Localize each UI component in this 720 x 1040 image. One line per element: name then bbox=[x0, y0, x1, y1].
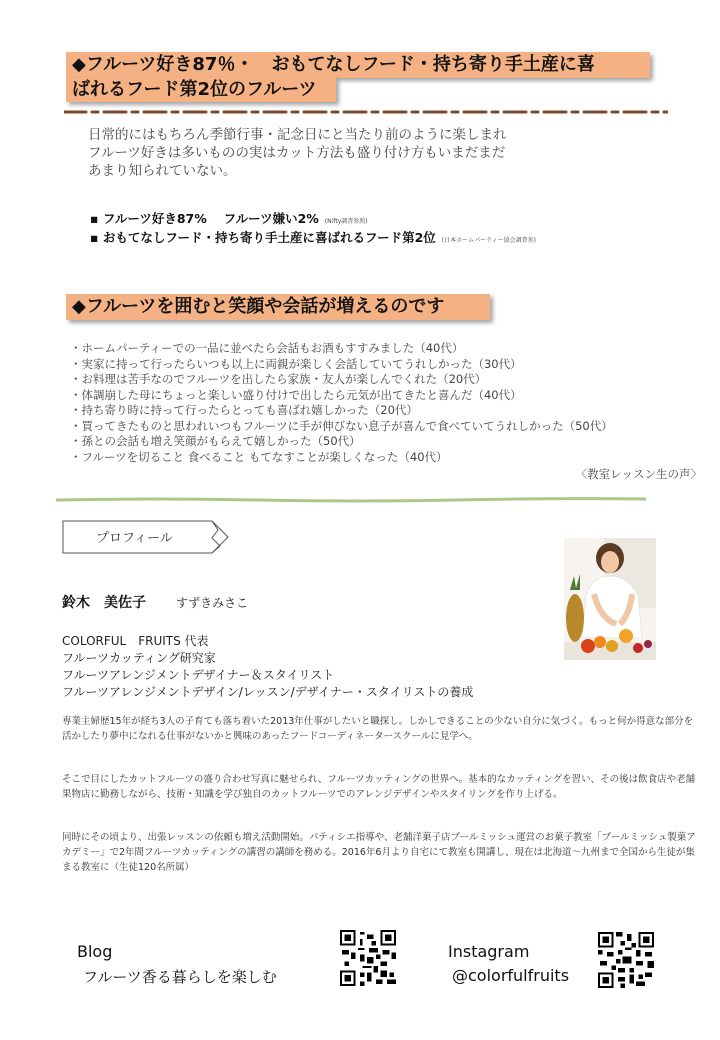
stat-bullet bbox=[90, 209, 368, 227]
section2-heading: ◆フルーツを囲むと笑顔や会話が増えるのです bbox=[66, 294, 490, 320]
role-line: フルーツアレンジメントデザイナー＆スタイリスト bbox=[62, 668, 335, 682]
instagram-handle: @colorfulfruits bbox=[452, 966, 570, 985]
green-divider bbox=[56, 496, 646, 504]
role-line: フルーツカッティング研究家 bbox=[62, 651, 216, 665]
role-line: COLORFUL FRUITS 代表 bbox=[62, 634, 209, 648]
voice-item: ・お料理は苦手なのでフルーツを出したら家族・友人が楽しんでくれた（20代） bbox=[70, 372, 487, 386]
voice-item: ・体調崩した母にちょっと楽しい盛り付けで出したら元気が出てきたと喜んだ（40代） bbox=[70, 387, 522, 402]
voice-item: ・実家に持って行ったらいつも以上に両親が楽しく会話していてうれしかった（30代） bbox=[70, 356, 522, 371]
section1-heading-line2: ばれるフード第2位のフルーツ bbox=[66, 78, 336, 102]
stat-text: ▪ おもてなしフード・持ち寄り手土産に喜ばれるフード第2位 bbox=[90, 230, 436, 245]
voice-item: ・ホームパーティーでの一品に並べたら会話もお酒もすすみました（40代） bbox=[70, 341, 464, 355]
bio-paragraph: 専業主婦歴15年が経ち3人の子育ても落ち着いた2013年仕事がしたいと職探し。しかしできることの少ない自分に気づく。もっと何か得意な部分を活かしたり夢中になれる仕事がないかと興味のあったフードコーディネータースクールに見学へ。 bbox=[62, 716, 694, 742]
bio-paragraph: 同時にその頃より、出張レッスンの依頼も増え活動開始。パティシエ指導や、老舗洋菓子店ブールミッシュ運営のお菓子教室「ブールミッシュ製菓アカデミー」で2年間フルーツカッティングの講習の講師を務める。2016年6月より自宅にて教室も開講し、現在は北海道〜九州まで全国から生徒が集まる教室に（生徒120名所属） bbox=[62, 832, 696, 873]
stat-source-note: (Nifty調査参照) bbox=[324, 218, 368, 225]
intro-line: あまり知られていない。 bbox=[88, 163, 237, 179]
profile-name-kana: すずきみさこ bbox=[176, 596, 249, 610]
bio-paragraph: そこで目にしたカットフルーツの盛り合わせ写真に魅せられ、フルーツカッティングの世界へ。基本的なカッティングを習い、その後は飲食店や老舗果物店に勤務しながら、技術・知識を学び独自のカットフルーツでのアレンジデザインやスタイリングを作り上げる。 bbox=[62, 774, 696, 800]
voice-item: ・買ってきたものと思われいつもフルーツに手が伸びない息子が喜んで食べていてうれしかった（50代） bbox=[70, 418, 613, 433]
voice-item: ・フルーツを切ること 食べること もてなすことが楽しくなった（40代） bbox=[70, 449, 448, 464]
instagram-qr-code[interactable] bbox=[598, 932, 654, 988]
profile-photo bbox=[564, 538, 656, 660]
profile-roles bbox=[62, 633, 473, 701]
blog-label: Blog bbox=[77, 942, 113, 961]
voice-item: ・持ち寄り時に持って行ったらとっても喜ばれ嬉しかった（20代） bbox=[70, 403, 418, 417]
stat-text: ▪ フルーツ好き87% フルーツ嫌い2% bbox=[90, 211, 319, 226]
voice-item: ・孫との会話も増え笑顔がもらえて嬉しかった（50代） bbox=[70, 434, 361, 448]
student-voices-list bbox=[70, 341, 613, 465]
stat-source-note: (日本ホームパーティー協会調査参) bbox=[441, 237, 536, 244]
role-line: フルーツアレンジメントデザイン/レッスン/デザイナー・スタイリストの養成 bbox=[62, 685, 474, 699]
intro-line: フルーツ好きは多いものの実はカット方法も盛り付け方もいまだまだ bbox=[88, 145, 506, 161]
intro-line: 日常的にはもちろん季節行事・記念日にと当たり前のように楽しまれ bbox=[88, 127, 507, 143]
profile-name: 鈴木 美佐子 bbox=[62, 595, 146, 611]
stat-bullet bbox=[90, 228, 536, 246]
profile-tag-label: プロフィール bbox=[96, 531, 173, 546]
blog-title: フルーツ香る暮らしを楽しむ bbox=[83, 968, 277, 986]
instagram-label: Instagram bbox=[448, 942, 530, 961]
blog-qr-code[interactable] bbox=[340, 930, 396, 986]
section1-heading-line1: ◆フルーツ好き87％・ おもてなしフード・持ち寄り手土産に喜 bbox=[66, 52, 650, 78]
voices-credit: 〈教室レッスン生の声〉 bbox=[575, 467, 702, 481]
dashed-divider bbox=[64, 109, 668, 115]
intro-paragraph bbox=[88, 126, 507, 180]
